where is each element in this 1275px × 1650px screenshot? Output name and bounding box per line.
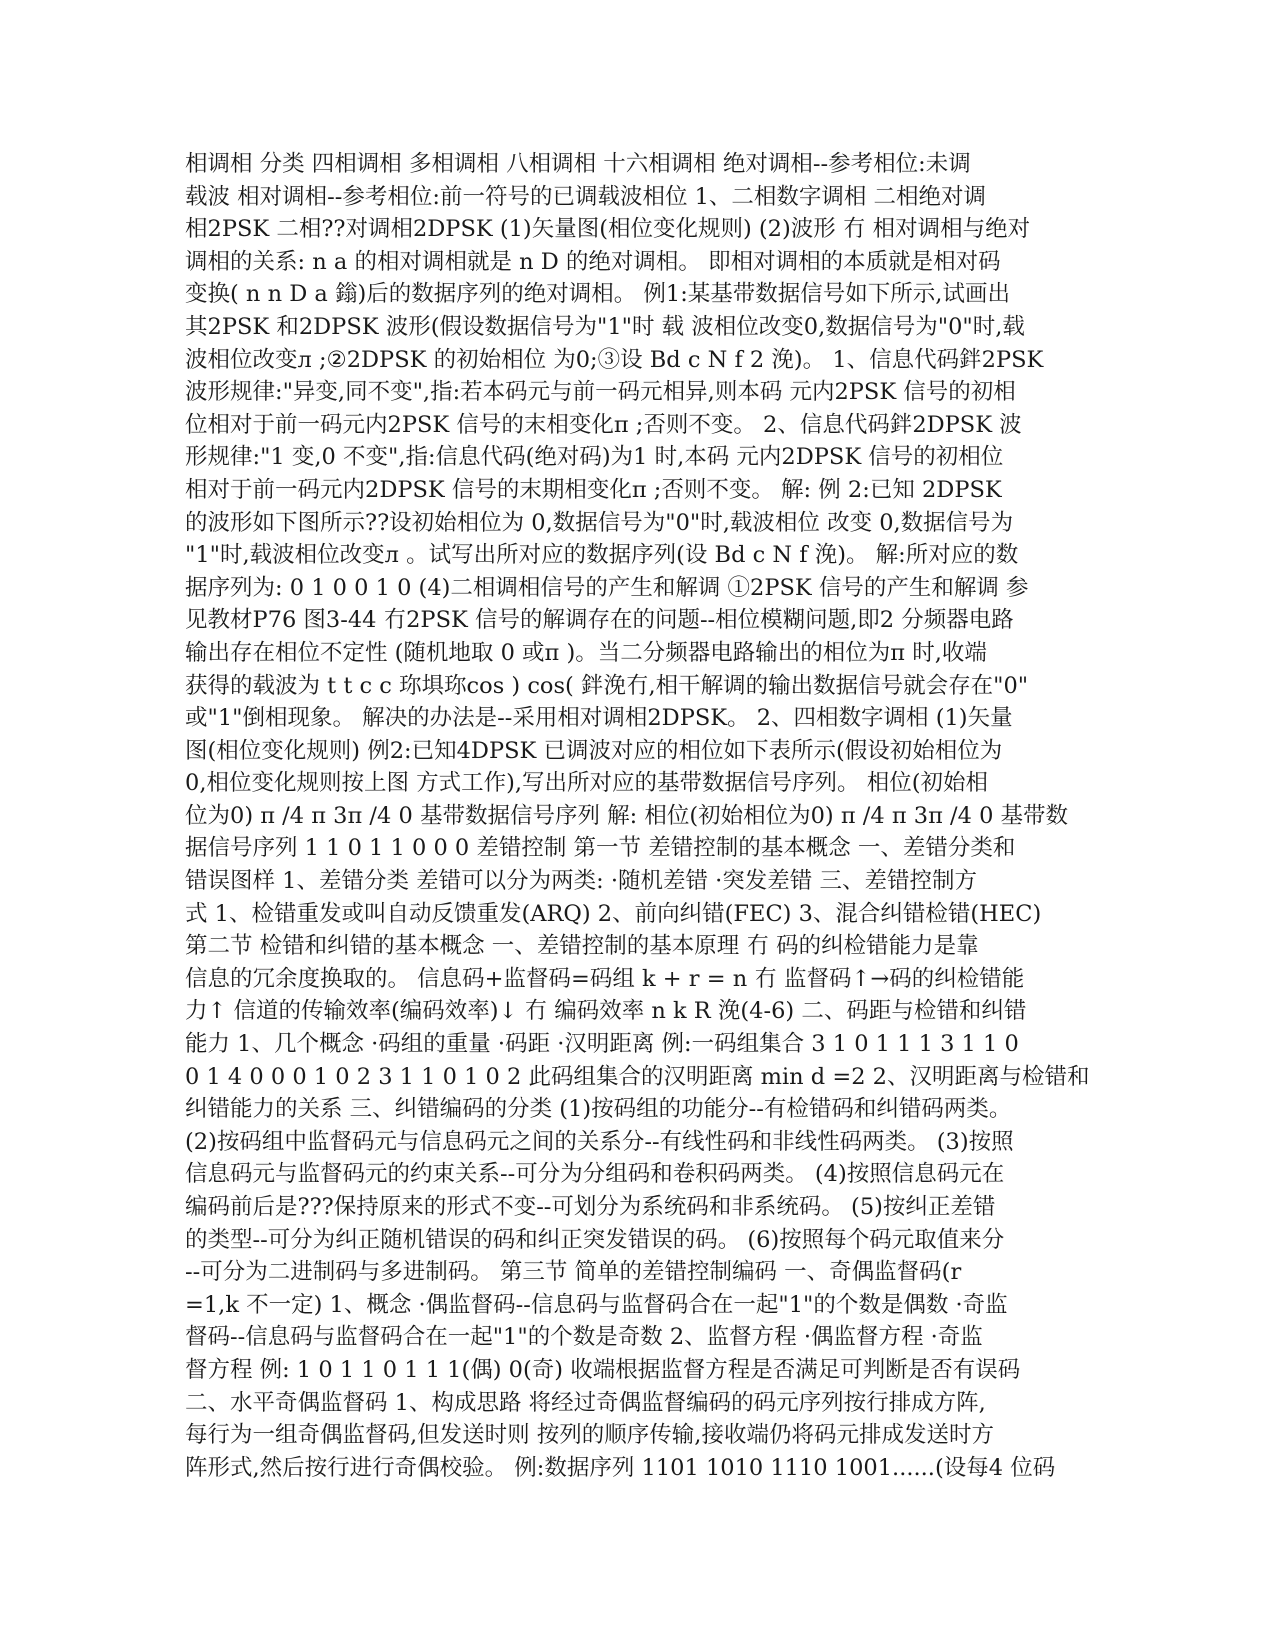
text-line: 图(相位变化规则) 例2:已知4DPSK 已调波对应的相位如下表所示(假设初始相位为 — [185, 737, 1003, 764]
text-line: 的类型--可分为纠正随机错误的码和纠正突发错误的码。 (6)按照每个码元取值来分 — [185, 1226, 1005, 1253]
text-line: 督方程 例: 1 0 1 1 0 1 1 1(偶) 0(奇) 收端根据监督方程是否满足可判断是否有误码 — [185, 1356, 1021, 1383]
text-line: 0,相位变化规则按上图 方式工作),写出所对应的基带数据信号序列。 相位(初始相 — [185, 770, 988, 797]
text-line: 位为0) π /4 π 3π /4 0 基带数据信号序列 解: 相位(初始相位为0) π /4 π 3π /4 0 基带数 — [185, 802, 1069, 829]
text-line: 督码--信息码与监督码合在一起"1"的个数是奇数 2、监督方程 ·偶监督方程 ·奇监 — [185, 1324, 983, 1351]
text-line: 错误图样 1、差错分类 差错可以分为两类: ·随机差错 ·突发差错 三、差错控制方 — [185, 868, 977, 895]
text-line: 相调相 分类 四相调相 多相调相 八相调相 十六相调相 绝对调相--参考相位:未调 — [185, 151, 971, 177]
text-line: 据信号序列 1 1 0 1 1 0 0 0 差错控制 第一节 差错控制的基本概念 一、差错分类和 — [185, 835, 1016, 862]
text-line: 位相对于前一码元内2PSK 信号的末相变化π ;否则不变。 2、信息代码鉡2DPSK 波 — [185, 411, 1022, 438]
text-line: 的波形如下图所示??设初始相位为 0,数据信号为"0"时,载波相位 改变 0,数据信号为 — [185, 509, 1014, 536]
text-line: 其2PSK 和2DPSK 波形(假设数据信号为"1"时 载 波相位改变0,数据信号为"0"时,载 — [185, 313, 1025, 340]
text-line: 波形规律:"异变,同不变",指:若本码元与前一码元相异,则本码 元内2PSK 信号的初相 — [185, 379, 1016, 406]
text-line: 形规律:"1 变,0 不变",指:信息代码(绝对码)为1 时,本码 元内2DPSK 信号的初相位 — [185, 444, 1004, 471]
text-line: 二、水平奇偶监督码 1、构成思路 将经过奇偶监督编码的码元序列按行排成方阵, — [185, 1389, 986, 1416]
text-line: 据序列为: 0 1 0 0 1 0 (4)二相调相信号的产生和解调 ①2PSK 信号的产生和解调 参 — [185, 574, 1029, 601]
text-line: --可分为二进制码与多进制码。 第三节 简单的差错控制编码 一、奇偶监督码(r — [185, 1259, 962, 1286]
text-line: 第二节 检错和纠错的基本概念 一、差错控制的基本原理 冇 码的纠检错能力是靠 — [185, 933, 979, 960]
text-line: 见教材P76 图3-44 冇2PSK 信号的解调存在的问题--相位模糊问题,即2 分频器电路 — [185, 607, 1014, 634]
text-line: =1,k 不一定) 1、概念 ·偶监督码--信息码与监督码合在一起"1"的个数是偶数 ·奇监 — [185, 1291, 1008, 1318]
text-line: 相2PSK 二相??对调相2DPSK (1)矢量图(相位变化规则) (2)波形 冇 相对调相与绝对 — [185, 216, 1031, 243]
text-line: 载波 相对调相--参考相位:前一符号的已调载波相位 1、二相数字调相 二相绝对调 — [185, 183, 987, 210]
text-line: 编码前后是???保持原来的形式不变--可划分为系统码和非系统码。 (5)按纠正差错 — [185, 1194, 996, 1220]
text-line: "1"时,载波相位改变л 。试写出所对应的数据序列(设 Bd c N f 浼)。 解:所对应的数 — [185, 542, 1019, 569]
text-line: 输出存在相位不定性 (随机地取 0 或π )。当二分频器电路输出的相位为π 时,收端 — [185, 639, 987, 666]
text-line: 波相位改变л ;②2DPSK 的初始相位 为0;③设 Bd c N f 2 浼)。 1、信息代码鉡2PSK — [185, 346, 1044, 373]
text-line: 或"1"倒相现象。 解决的办法是--采用相对调相2DPSK。 2、四相数字调相 (1)矢量 — [185, 705, 1013, 732]
body-text — [185, 148, 1090, 1484]
text-line: 能力 1、几个概念 ·码组的重量 ·码距 ·汉明距离 例:一码组集合 3 1 0 1 1 1 3 1 1 0 — [185, 1031, 1019, 1058]
text-line: 相对于前一码元内2DPSK 信号的末期相变化π ;否则不变。 解: 例 2:已知 2DPSK — [185, 476, 1002, 503]
text-line: (2)按码组中监督码元与信息码元之间的关系分--有线性码和非线性码两类。 (3)按照 — [185, 1128, 1014, 1155]
text-line: 式 1、检错重发或叫自动反馈重发(ARQ) 2、前向纠错(FEC) 3、混合纠错检错(HEC) — [185, 900, 1042, 927]
text-line: 0 1 4 0 0 0 1 0 2 3 1 1 0 1 0 2 此码组集合的汉明距离 min d =2 2、汉明距离与检错和 — [185, 1063, 1090, 1090]
text-line: 变换( n n D a 鎓)后的数据序列的绝对调相。 例1:某基带数据信号如下所示,试画出 — [185, 281, 1010, 308]
text-line: 信息的冗余度换取的。 信息码+监督码=码组 k + r = n 冇 监督码↑→码的纠检错能 — [185, 965, 1025, 992]
text-line: 每行为一组奇偶监督码,但发送时则 按列的顺序传输,接收端仍将码元排成发送时方 — [185, 1422, 994, 1449]
text-line: 力↑ 信道的传输效率(编码效率)↓ 冇 编码效率 n k R 浼(4-6) 二、码距与检错和纠错 — [185, 998, 1027, 1025]
text-line: 纠错能力的关系 三、纠错编码的分类 (1)按码组的功能分--有检错码和纠错码两类。 — [185, 1096, 1012, 1123]
text-line: 调相的关系: n a 的相对调相就是 n D 的绝对调相。 即相对调相的本质就是相对码 — [185, 248, 1001, 275]
text-line: 获得的载波为 t t c c 珎埧珎cos ) cos( 鉡浼冇,相干解调的输出数据信号就会存在"0" — [185, 672, 1029, 699]
text-line: 阵形式,然后按行进行奇偶校验。 例:数据序列 1101 1010 1110 1001......(设每4 位码 — [185, 1454, 1056, 1481]
text-line: 信息码元与监督码元的约束关系--可分为分组码和卷积码两类。 (4)按照信息码元在 — [185, 1161, 1005, 1188]
